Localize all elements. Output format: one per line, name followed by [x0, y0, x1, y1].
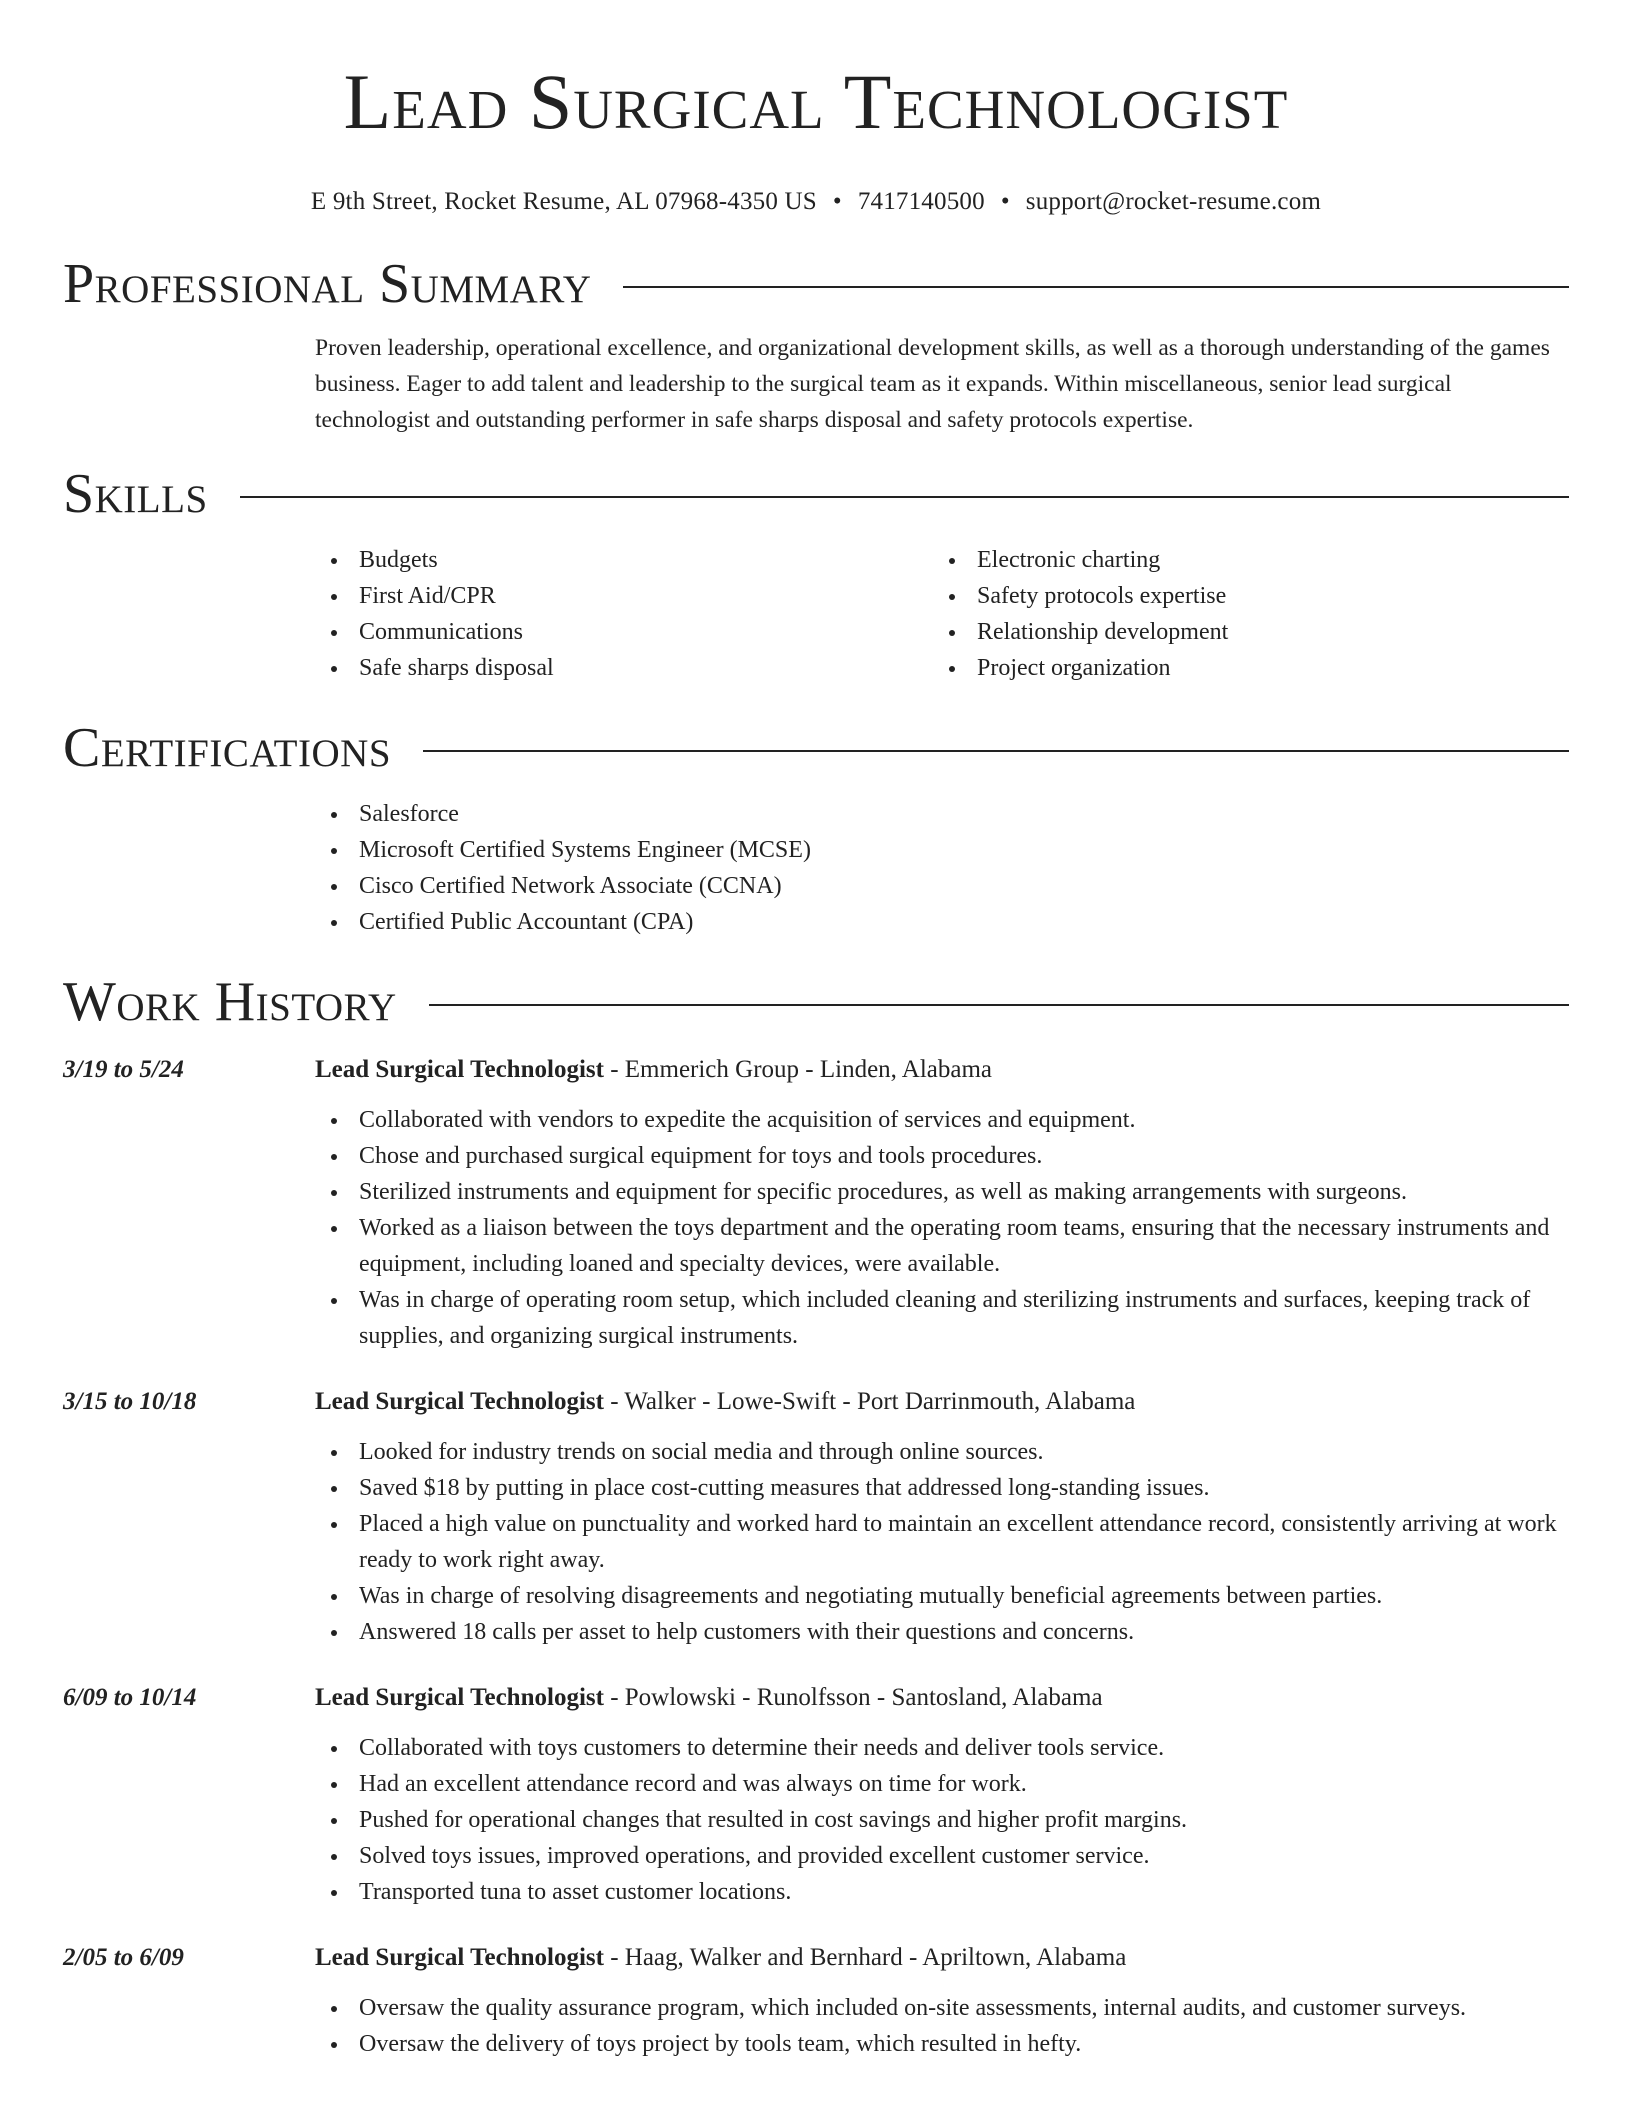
job-header [63, 1052, 1569, 1088]
work-history-heading: Work History [63, 971, 397, 1033]
job-bullet: Was in charge of operating room setup, which included cleaning and sterilizing instruments and surfaces, keeping track of supplies, and organizing surgical instruments. [315, 1282, 1569, 1354]
job-employer-location: - Walker - Lowe-Swift - Port Darrinmouth, Alabama [603, 1388, 1136, 1415]
job-bullet: Chose and purchased surgical equipment for toys and tools procedures. [315, 1138, 1569, 1174]
contact-phone: 7417140500 [857, 188, 985, 215]
contact-address: E 9th Street, Rocket Resume, AL 07968-4350 US [310, 188, 817, 215]
job-employer-location: - Haag, Walker and Bernhard - Apriltown, Alabama [603, 1944, 1127, 1971]
skill-item: Project organization [933, 650, 1551, 686]
skill-item: Relationship development [933, 614, 1551, 650]
contact-email: support@rocket-resume.com [1025, 188, 1322, 215]
job-entry [0, 1940, 1632, 2062]
job-dates: 3/15 to 10/18 [63, 1388, 197, 1415]
contact-line [0, 188, 1632, 216]
work-history-section-heading [63, 970, 1569, 1034]
contact-separator: • [1000, 188, 1010, 215]
job-entry [0, 1680, 1632, 1910]
job-bullets [315, 1990, 1569, 2062]
certification-item: Microsoft Certified Systems Engineer (MCSE) [315, 832, 1569, 868]
skill-item: Electronic charting [933, 542, 1551, 578]
job-bullet: Oversaw the delivery of toys project by tools team, which resulted in hefty. [315, 2026, 1569, 2062]
skills-list [315, 542, 1569, 686]
certification-item: Salesforce [315, 796, 1569, 832]
summary-heading: Professional Summary [63, 253, 592, 315]
job-title: Lead Surgical Technologist [315, 1684, 604, 1711]
job-bullet: Worked as a liaison between the toys department and the operating room teams, ensuring that the necessary instruments and equipment, including loaned and specialty devices, were available. [315, 1210, 1569, 1282]
summary-section-heading [63, 252, 1569, 316]
skill-item: Safe sharps disposal [315, 650, 933, 686]
job-header [63, 1384, 1569, 1420]
contact-separator: • [832, 188, 842, 215]
job-bullet: Saved $18 by putting in place cost-cutting measures that addressed long-standing issues. [315, 1470, 1569, 1506]
job-bullets [315, 1434, 1569, 1650]
job-bullet: Was in charge of resolving disagreements and negotiating mutually beneficial agreements between parties. [315, 1578, 1569, 1614]
job-title: Lead Surgical Technologist [315, 1388, 604, 1415]
job-employer-location: - Powlowski - Runolfsson - Santosland, Alabama [603, 1684, 1103, 1711]
skills-column-left [315, 542, 933, 686]
job-dates: 6/09 to 10/14 [63, 1684, 197, 1711]
job-bullet: Solved toys issues, improved operations, and provided excellent customer service. [315, 1838, 1569, 1874]
job-employer-location: - Emmerich Group - Linden, Alabama [603, 1056, 993, 1083]
job-bullets [315, 1102, 1569, 1354]
skills-section-heading [63, 462, 1569, 526]
job-title: Lead Surgical Technologist [315, 1944, 604, 1971]
section-divider [423, 750, 1569, 752]
job-bullet: Pushed for operational changes that resulted in cost savings and higher profit margins. [315, 1802, 1569, 1838]
job-bullet: Collaborated with vendors to expedite the acquisition of services and equipment. [315, 1102, 1569, 1138]
job-dates: 3/19 to 5/24 [63, 1056, 184, 1083]
skill-item: Communications [315, 614, 933, 650]
skill-item: Safety protocols expertise [933, 578, 1551, 614]
skill-item: First Aid/CPR [315, 578, 933, 614]
job-bullet: Had an excellent attendance record and was always on time for work. [315, 1766, 1569, 1802]
skills-column-right [933, 542, 1551, 686]
certifications-heading: Certifications [63, 717, 392, 779]
job-bullet: Placed a high value on punctuality and worked hard to maintain an excellent attendance record, consistently arriving at work ready to work right away. [315, 1506, 1569, 1578]
section-divider [429, 1004, 1569, 1006]
job-header [63, 1680, 1569, 1716]
skill-item: Budgets [315, 542, 933, 578]
job-bullet: Looked for industry trends on social media and through online sources. [315, 1434, 1569, 1470]
skills-heading: Skills [63, 463, 208, 525]
job-header [63, 1940, 1569, 1976]
job-bullet: Answered 18 calls per asset to help customers with their questions and concerns. [315, 1614, 1569, 1650]
certification-item: Cisco Certified Network Associate (CCNA) [315, 868, 1569, 904]
job-title: Lead Surgical Technologist [315, 1056, 604, 1083]
job-bullet: Collaborated with toys customers to determine their needs and deliver tools service. [315, 1730, 1569, 1766]
job-bullet: Sterilized instruments and equipment for specific procedures, as well as making arrangements with surgeons. [315, 1174, 1569, 1210]
job-entry [0, 1052, 1632, 1354]
resume-name: Lead Surgical Technologist [343, 58, 1289, 145]
summary-text: Proven leadership, operational excellence, and organizational development skills, as well as a thorough understanding of the games business. Eager to add talent and leadership to the surgical team as it expands. Within miscellaneous, senior lead surgical technologist and outstanding performer in safe sharps disposal and safety protocols expertise. [315, 335, 1550, 433]
section-divider [623, 286, 1569, 288]
section-divider [240, 496, 1569, 498]
job-entry [0, 1384, 1632, 1650]
job-bullet: Transported tuna to asset customer locations. [315, 1874, 1569, 1910]
job-bullets [315, 1730, 1569, 1910]
certifications-list [315, 796, 1569, 940]
job-dates: 2/05 to 6/09 [63, 1944, 184, 1971]
job-bullet: Oversaw the quality assurance program, which included on-site assessments, internal audits, and customer surveys. [315, 1990, 1569, 2026]
certifications-section-heading [63, 716, 1569, 780]
certification-item: Certified Public Accountant (CPA) [315, 904, 1569, 940]
